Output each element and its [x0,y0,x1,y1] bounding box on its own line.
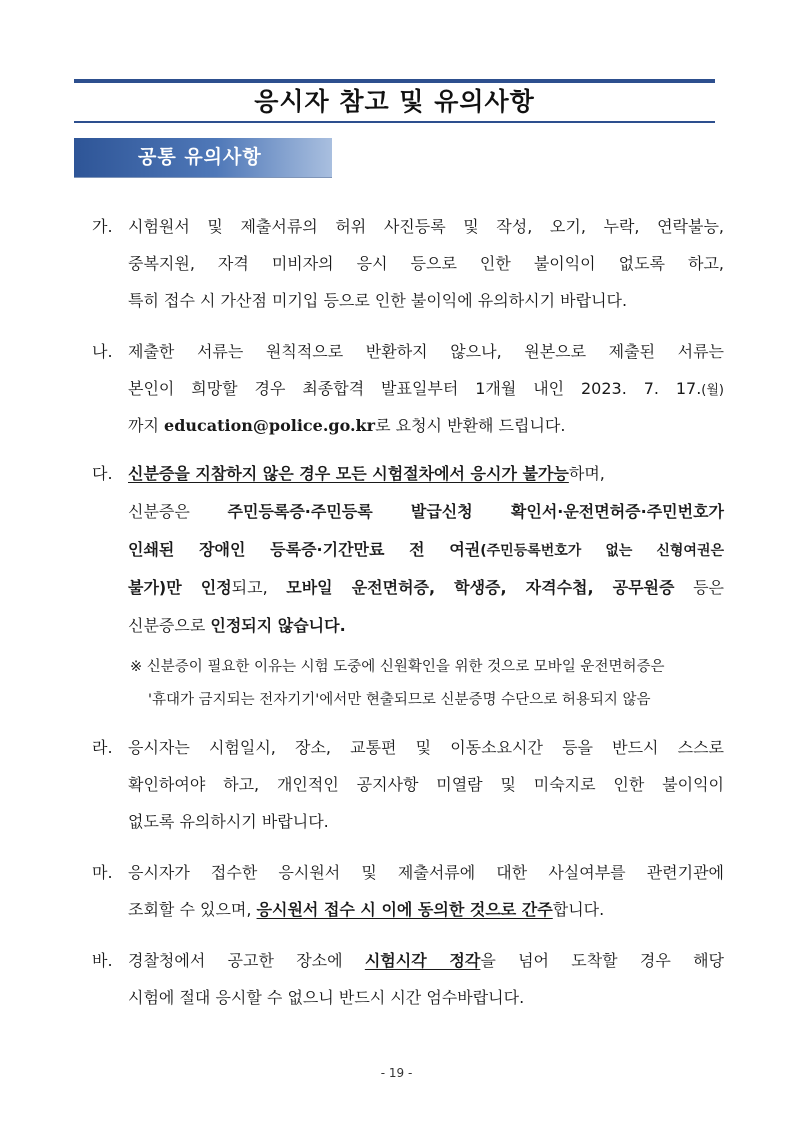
title-block [74,79,715,123]
emphasis-text: 불가)만 인정 [128,578,232,597]
page-number: - 19 - [380,1066,413,1080]
item-marker: 다. [92,464,113,483]
emphasis-text: 인쇄된 장애인 등록증·기간만료 전 여권 [128,540,481,559]
note-line [92,685,724,715]
item-text: 조회할 수 있으며, [128,900,252,919]
item-text: 본인이 희망할 경우 최종합격 발표일부터 1개월 내인 2023. 7. 17. [128,379,702,398]
item-text: 합니다. [552,900,605,919]
page-title: 응시자 참고 및 유의사항 [254,87,535,116]
item-text: 신분증은 [128,502,190,521]
item-line [92,282,724,319]
item-line [92,729,724,766]
item-line [92,891,724,928]
emphasis-text: 시험시각 정각 [364,951,481,970]
emphasis-note: (주민등록번호가 없는 신형여권은 [480,543,725,559]
note-line [92,649,724,685]
item-line [92,766,724,803]
item-text: 로 요청시 반환해 드립니다. [375,416,566,435]
item-text: 없도록 유의하시기 바랍니다. [128,812,329,831]
item-text: 응시자가 접수한 응시원서 및 제출서류에 대한 사실여부를 관련기관에 [128,863,724,882]
item-text: 경찰청에서 공고한 장소에 [128,951,343,970]
item-line [92,455,724,493]
item-line [92,569,724,607]
notice-item-ga [92,208,724,319]
title-bottom-rule [74,121,715,123]
note-text: '휴대가 금지되는 전자기기'에서만 현출되므로 신분증명 수단으로 허용되지 않음 [148,692,651,708]
item-line [92,208,724,245]
item-text: 응시자는 시험일시, 장소, 교통편 및 이동소요시간 등을 반드시 스스로 [128,738,724,757]
item-line [92,607,724,645]
item-marker: 가. [92,217,113,236]
section-header [74,138,332,178]
item-line [92,333,724,370]
item-text: 되고, [231,578,268,597]
notice-item-na [92,333,724,444]
item-line [92,407,724,444]
notice-item-ba [92,942,724,1016]
item-marker: 바. [92,951,113,970]
item-text: 시험원서 및 제출서류의 허위 사진등록 및 작성, 오기, 누락, 연락불능, [128,217,724,236]
item-text: 중복지원, 자격 미비자의 응시 등으로 인한 불이익이 없도록 하고, [128,254,724,273]
notice-item-da [92,455,724,715]
notice-item-ra [92,729,724,840]
item-text: 까지 [128,416,159,435]
item-line [92,854,724,891]
notice-item-ma [92,854,724,928]
item-text: 신분증으로 [128,616,206,635]
item-marker: 나. [92,342,113,361]
emphasis-text: 신분증을 지참하지 않은 경우 모든 시험절차에서 응시가 불가능 [128,464,569,483]
item-marker: 마. [92,863,113,882]
item-line [92,370,724,407]
item-text: 특히 접수 시 가산점 미기입 등으로 인한 불이익에 유의하시기 바랍니다. [128,291,628,310]
section-title: 공통 유의사항 [138,146,262,168]
item-text: 을 넘어 도착할 경우 해당 [480,951,724,970]
item-line [92,245,724,282]
item-text: 등은 [693,578,724,597]
item-line [92,531,724,569]
emphasis-text: 응시원서 접수 시 이에 동의한 것으로 간주 [256,900,553,919]
emphasis-text: 인정되지 않습니다. [210,616,346,635]
item-line [92,493,724,531]
item-line [92,803,724,840]
note-text: ※ 신분증이 필요한 이유는 시험 도중에 신원확인을 위한 것으로 모바일 운전면허증은 [130,659,665,675]
item-text: 시험에 절대 응시할 수 없으니 반드시 시간 엄수바랍니다. [128,988,525,1007]
weekday-note: (월) [701,383,724,398]
emphasis-text: 주민등록증·주민등록 발급신청 확인서·운전면허증·주민번호가 [227,502,724,521]
item-text: 확인하여야 하고, 개인적인 공지사항 미열람 및 미숙지로 인한 불이익이 [128,775,724,794]
item-line [92,979,724,1016]
emphasis-text: 모바일 운전면허증, 학생증, 자격수첩, 공무원증 [286,578,675,597]
item-text: 하며, [568,464,605,483]
item-marker: 라. [92,738,113,757]
item-text: 제출한 서류는 원칙적으로 반환하지 않으나, 원본으로 제출된 서류는 [128,342,724,361]
contact-email: education@police.go.kr [164,416,376,435]
item-line [92,942,724,979]
